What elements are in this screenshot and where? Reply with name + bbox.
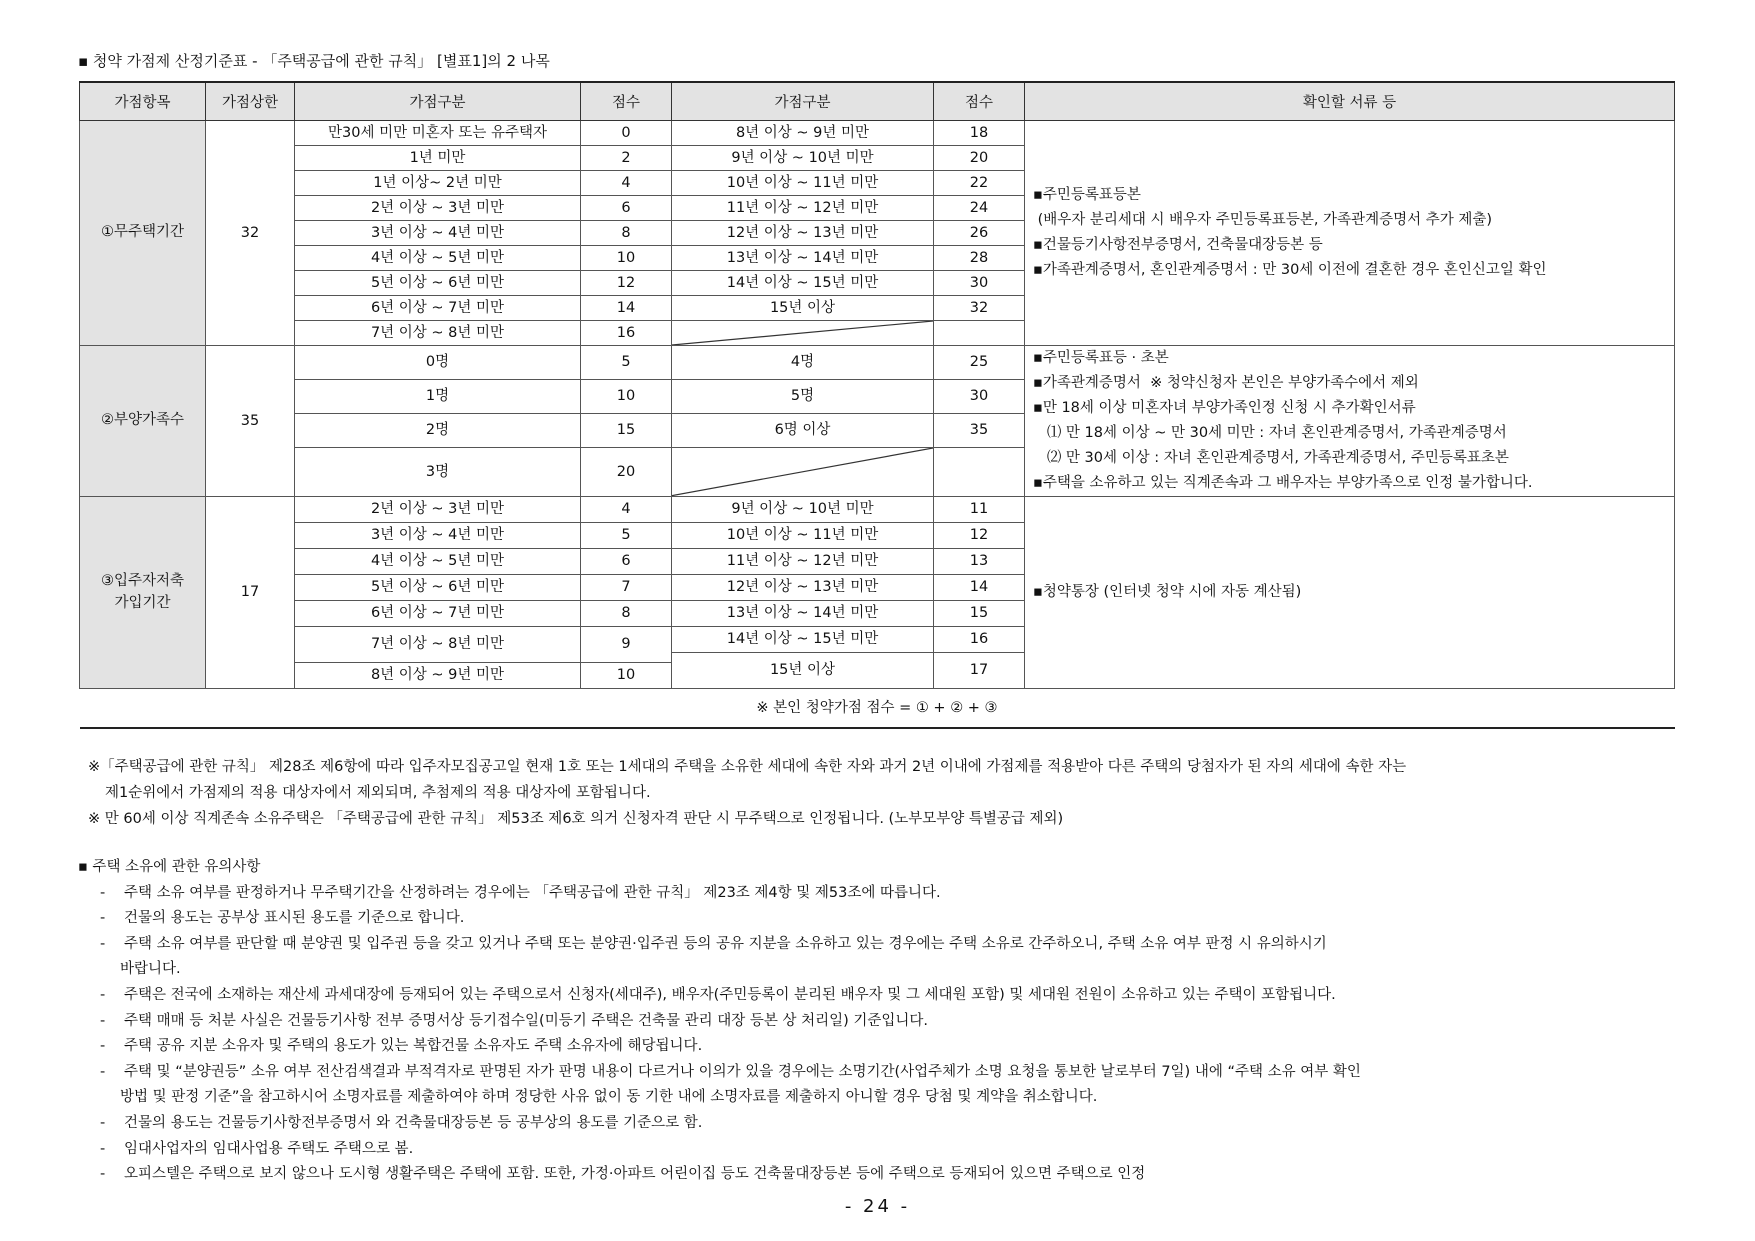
caution-item-continued: 방법 및 판정 기준”을 참고하시어 소명자료를 제출하여야 하며 정당한 사유 없이 동 기한 내에 소명자료를 제출하지 아니할 경우 당첨 및 계약을 취소합니다.: [120, 1089, 1098, 1106]
caution-item: - 임대사업자의 임대사업용 주택도 주택으로 봄.: [100, 1140, 414, 1157]
caution-item: - 건물의 용도는 공부상 표시된 용도를 기준으로 합니다.: [100, 910, 465, 927]
document-line: ⑵ 만 30세 이상 : 자녀 혼인관계증명서, 가족관계증명서, 주민등록표초본: [1033, 450, 1509, 466]
division-cell: 14년 이상 ~ 15년 미만: [672, 627, 934, 653]
score-cell: 35: [934, 414, 1025, 448]
score-cell: 14: [934, 575, 1025, 601]
category-cell: ①무주택기간: [80, 121, 206, 346]
caution-text: 주택 소유 여부를 판단할 때 분양권 및 입주권 등을 갖고 있거나 주택 또는 분양권·입주권 등의 공유 지분을 소유하고 있는 경우에는 주택 소유로 간주하오니, 주택 소유 여부 판정 시 유의하시기: [124, 935, 1327, 952]
empty-diagonal-cell: [672, 448, 934, 497]
caution-item: - 주택 및 “분양권등” 소유 여부 전산검색결과 부적격자로 판명된 자가 판명 내용이 다르거나 이의가 있을 경우에는 소명기간(사업주체가 소명 요청을 통보한 날로부터 7일) 내에 “주택 소유 여부 확인: [100, 1063, 1361, 1080]
category-line: ③입주자저축: [100, 572, 185, 589]
document-line: ⑴ 만 18세 이상 ~ 만 30세 미만 : 자녀 혼인관계증명서, 가족관계증명서: [1033, 425, 1507, 441]
score-cell: 5: [581, 346, 672, 380]
footnote-line: ※「주택공급에 관한 규칙」 제28조 제6항에 따라 입주자모집공고일 현재 1호 또는 1세대의 주택을 소유한 세대에 속한 자와 과거 2년 이내에 가점제를 적용받아 다른 주택의 당첨자가 된 자의 세대에 속한 자는: [88, 759, 1407, 775]
category-cell: ②부양가족수: [80, 346, 206, 497]
footnote-line: ※ 만 60세 이상 직계존속 소유주택은 「주택공급에 관한 규칙」 제53조 제6호 의거 신청자격 판단 시 무주택으로 인정됩니다. (노부모부양 특별공급 제외): [88, 811, 1064, 827]
score-cell: 8: [581, 601, 672, 627]
score-cell: 10: [581, 246, 672, 271]
division-cell: 1명: [295, 380, 581, 414]
document-line: ▪가족관계증명서, 혼인관계증명서 : 만 30세 이전에 결혼한 경우 혼인신고일 확인: [1033, 262, 1547, 278]
empty-score-cell: [934, 448, 1025, 497]
caution-text: 오피스텔은 주택으로 보지 않으나 도시형 생활주택은 주택에 포함. 또한, 가정·아파트 어린이집 등도 건축물대장등본 등에 주택으로 등재되어 있으면 주택으로 인정: [124, 1166, 1146, 1183]
division-cell: 만30세 미만 미혼자 또는 유주택자: [295, 121, 581, 146]
score-cell: 10: [581, 380, 672, 414]
caution-text: 임대사업자의 임대사업용 주택도 주택으로 봄.: [124, 1140, 414, 1157]
max-score-cell: 35: [206, 346, 295, 497]
scoring-table: [79, 81, 1675, 729]
score-cell: 15: [934, 601, 1025, 627]
score-cell: 12: [581, 271, 672, 296]
footnote-line: 제1순위에서 가점제의 적용 대상자에서 제외되며, 추첨제의 적용 대상자에 포함됩니다.: [105, 785, 651, 801]
score-cell: 9: [581, 627, 672, 663]
score-cell: 13: [934, 549, 1025, 575]
footnotes: [88, 754, 1688, 832]
category-line: 가입기간: [114, 594, 171, 611]
document-line: ▪주택을 소유하고 있는 직계존속과 그 배우자는 부양가족으로 인정 불가합니다.: [1033, 475, 1533, 491]
score-cell: 10: [581, 663, 672, 689]
division-cell: 12년 이상 ~ 13년 미만: [672, 221, 934, 246]
max-score-cell: 17: [206, 497, 295, 689]
score-cell: 20: [934, 146, 1025, 171]
division-cell: 4명: [672, 346, 934, 380]
housing-ownership-cautions: [78, 855, 1688, 1188]
division-cell: 9년 이상 ~ 10년 미만: [672, 146, 934, 171]
diagonal-slash: [672, 448, 933, 496]
document-line: (배우자 분리세대 시 배우자 주민등록표등본, 가족관계증명서 추가 제출): [1033, 212, 1492, 228]
division-cell: 1년 이상~ 2년 미만: [295, 171, 581, 196]
document-line: ▪주민등록표등 · 초본: [1033, 350, 1169, 366]
table-row: [80, 497, 1675, 523]
division-cell: 7년 이상 ~ 8년 미만: [295, 627, 581, 663]
division-cell: 4년 이상 ~ 5년 미만: [295, 549, 581, 575]
division-cell: 2명: [295, 414, 581, 448]
score-cell: 5: [581, 523, 672, 549]
division-cell: 13년 이상 ~ 14년 미만: [672, 601, 934, 627]
caution-text: 주택 소유 여부를 판정하거나 무주택기간을 산정하려는 경우에는 「주택공급에 관한 규칙」 제23조 제4항 및 제53조에 따릅니다.: [124, 884, 941, 901]
score-cell: 28: [934, 246, 1025, 271]
header-documents: 확인할 서류 등: [1025, 82, 1675, 121]
document-line: ▪건물등기사항전부증명서, 건축물대장등본 등: [1033, 237, 1323, 253]
division-cell: 10년 이상 ~ 11년 미만: [672, 523, 934, 549]
score-cell: 6: [581, 196, 672, 221]
division-cell: 4년 이상 ~ 5년 미만: [295, 246, 581, 271]
division-cell: 8년 이상 ~ 9년 미만: [295, 663, 581, 689]
caution-title: ▪ 주택 소유에 관한 유의사항: [78, 859, 261, 875]
division-cell: 11년 이상 ~ 12년 미만: [672, 196, 934, 221]
division-cell: 7년 이상 ~ 8년 미만: [295, 321, 581, 346]
division-cell: 3명: [295, 448, 581, 497]
score-cell: 4: [581, 497, 672, 523]
division-cell: 2년 이상 ~ 3년 미만: [295, 196, 581, 221]
max-score-cell: 32: [206, 121, 295, 346]
score-cell: 0: [581, 121, 672, 146]
division-cell: 14년 이상 ~ 15년 미만: [672, 271, 934, 296]
caution-text: 주택 매매 등 처분 사실은 건물등기사항 전부 증명서상 등기접수일(미등기 주택은 건축물 관리 대장 등본 상 처리일) 기준입니다.: [124, 1012, 929, 1029]
division-cell: 6년 이상 ~ 7년 미만: [295, 601, 581, 627]
score-cell: 20: [581, 448, 672, 497]
caution-item: - 주택 매매 등 처분 사실은 건물등기사항 전부 증명서상 등기접수일(미등기 주택은 건축물 관리 대장 등본 상 처리일) 기준입니다.: [100, 1012, 929, 1029]
score-formula: ※ 본인 청약가점 점수 = ① + ② + ③: [80, 689, 1675, 729]
score-cell: 7: [581, 575, 672, 601]
division-cell: 5년 이상 ~ 6년 미만: [295, 271, 581, 296]
empty-diagonal-cell: [672, 321, 934, 346]
header-item: 가점항목: [80, 82, 206, 121]
score-cell: 8: [581, 221, 672, 246]
header-max: 가점상한: [206, 82, 295, 121]
division-cell: 3년 이상 ~ 4년 미만: [295, 221, 581, 246]
score-cell: 15: [581, 414, 672, 448]
caution-text: 건물의 용도는 건물등기사항전부증명서 와 건축물대장등본 등 공부상의 용도를 기준으로 함.: [124, 1114, 703, 1131]
score-cell: 30: [934, 271, 1025, 296]
division-cell: 11년 이상 ~ 12년 미만: [672, 549, 934, 575]
score-cell: 11: [934, 497, 1025, 523]
division-cell: 12년 이상 ~ 13년 미만: [672, 575, 934, 601]
division-cell: 5년 이상 ~ 6년 미만: [295, 575, 581, 601]
score-cell: 30: [934, 380, 1025, 414]
score-cell: 12: [934, 523, 1025, 549]
documents-cell: [1025, 346, 1675, 497]
page-number: - 24 -: [844, 1196, 911, 1217]
documents-cell: [1025, 497, 1675, 689]
header-division: 가점구분: [672, 82, 934, 121]
score-cell: 2: [581, 146, 672, 171]
document-line: ▪만 18세 이상 미혼자녀 부양가족인정 신청 시 추가확인서류: [1033, 400, 1416, 416]
header-score: 점수: [934, 82, 1025, 121]
caution-item-continued: 바랍니다.: [120, 961, 181, 978]
header-division: 가점구분: [295, 82, 581, 121]
score-cell: 22: [934, 171, 1025, 196]
division-cell: 13년 이상 ~ 14년 미만: [672, 246, 934, 271]
score-cell: 16: [934, 627, 1025, 653]
category-cell: [80, 497, 206, 689]
score-cell: 14: [581, 296, 672, 321]
header-score: 점수: [581, 82, 672, 121]
document-line: ▪가족관계증명서 ※ 청약신청자 본인은 부양가족수에서 제외: [1033, 375, 1419, 391]
division-cell: 1년 미만: [295, 146, 581, 171]
score-cell: 32: [934, 296, 1025, 321]
division-cell: 6명 이상: [672, 414, 934, 448]
empty-score-cell: [934, 321, 1025, 346]
score-cell: 25: [934, 346, 1025, 380]
score-cell: 24: [934, 196, 1025, 221]
score-cell: 4: [581, 171, 672, 196]
score-cell: 6: [581, 549, 672, 575]
document-line: ▪청약통장 (인터넷 청약 시에 자동 계산됨): [1033, 584, 1302, 600]
division-cell: 8년 이상 ~ 9년 미만: [672, 121, 934, 146]
division-cell: 3년 이상 ~ 4년 미만: [295, 523, 581, 549]
division-cell: 9년 이상 ~ 10년 미만: [672, 497, 934, 523]
division-cell: 6년 이상 ~ 7년 미만: [295, 296, 581, 321]
score-cell: 16: [581, 321, 672, 346]
caution-item: - 건물의 용도는 건물등기사항전부증명서 와 건축물대장등본 등 공부상의 용도를 기준으로 함.: [100, 1114, 703, 1131]
score-cell: 18: [934, 121, 1025, 146]
division-cell: 5명: [672, 380, 934, 414]
document-line: ▪주민등록표등본: [1033, 187, 1141, 203]
section-heading: ▪ 청약 가점제 산정기준표 - 「주택공급에 관한 규칙」 [별표1]의 2 나목: [78, 52, 550, 70]
table-header-row: [80, 82, 1675, 121]
table-row: [80, 121, 1675, 146]
division-cell: 10년 이상 ~ 11년 미만: [672, 171, 934, 196]
caution-text: 주택 공유 지분 소유자 및 주택의 용도가 있는 복합건물 소유자도 주택 소유자에 해당됩니다.: [124, 1038, 703, 1055]
score-cell: 17: [934, 653, 1025, 689]
caution-item: - 주택은 전국에 소재하는 재산세 과세대장에 등재되어 있는 주택으로서 신청자(세대주), 배우자(주민등록이 분리된 배우자 및 그 세대원 포함) 및 세대원 전원이 소유하고 있는 주택이 포함됩니다.: [100, 986, 1336, 1003]
caution-text: 건물의 용도는 공부상 표시된 용도를 기준으로 합니다.: [124, 910, 465, 927]
division-cell: 0명: [295, 346, 581, 380]
caution-text: 주택 및 “분양권등” 소유 여부 전산검색결과 부적격자로 판명된 자가 판명 내용이 다르거나 이의가 있을 경우에는 소명기간(사업주체가 소명 요청을 통보한 날로부터 7일) 내에 “주택 소유 여부 확인: [124, 1063, 1361, 1080]
caution-item: - 주택 소유 여부를 판단할 때 분양권 및 입주권 등을 갖고 있거나 주택 또는 분양권·입주권 등의 공유 지분을 소유하고 있는 경우에는 주택 소유로 간주하오니, 주택 소유 여부 판정 시 유의하시기: [100, 935, 1327, 952]
score-cell: 26: [934, 221, 1025, 246]
caution-item: - 오피스텔은 주택으로 보지 않으나 도시형 생활주택은 주택에 포함. 또한, 가정·아파트 어린이집 등도 건축물대장등본 등에 주택으로 등재되어 있으면 주택으로 인정: [100, 1166, 1146, 1183]
caution-text: 주택은 전국에 소재하는 재산세 과세대장에 등재되어 있는 주택으로서 신청자(세대주), 배우자(주민등록이 분리된 배우자 및 그 세대원 포함) 및 세대원 전원이 소유하고 있는 주택이 포함됩니다.: [124, 986, 1336, 1003]
diagonal-slash: [672, 321, 933, 345]
division-cell: 15년 이상: [672, 653, 934, 689]
division-cell: 15년 이상: [672, 296, 934, 321]
formula-row: [80, 689, 1675, 729]
table-row: [80, 346, 1675, 380]
caution-item: - 주택 공유 지분 소유자 및 주택의 용도가 있는 복합건물 소유자도 주택 소유자에 해당됩니다.: [100, 1038, 703, 1055]
documents-cell: [1025, 121, 1675, 346]
division-cell: 2년 이상 ~ 3년 미만: [295, 497, 581, 523]
caution-item: - 주택 소유 여부를 판정하거나 무주택기간을 산정하려는 경우에는 「주택공급에 관한 규칙」 제23조 제4항 및 제53조에 따릅니다.: [100, 884, 941, 901]
